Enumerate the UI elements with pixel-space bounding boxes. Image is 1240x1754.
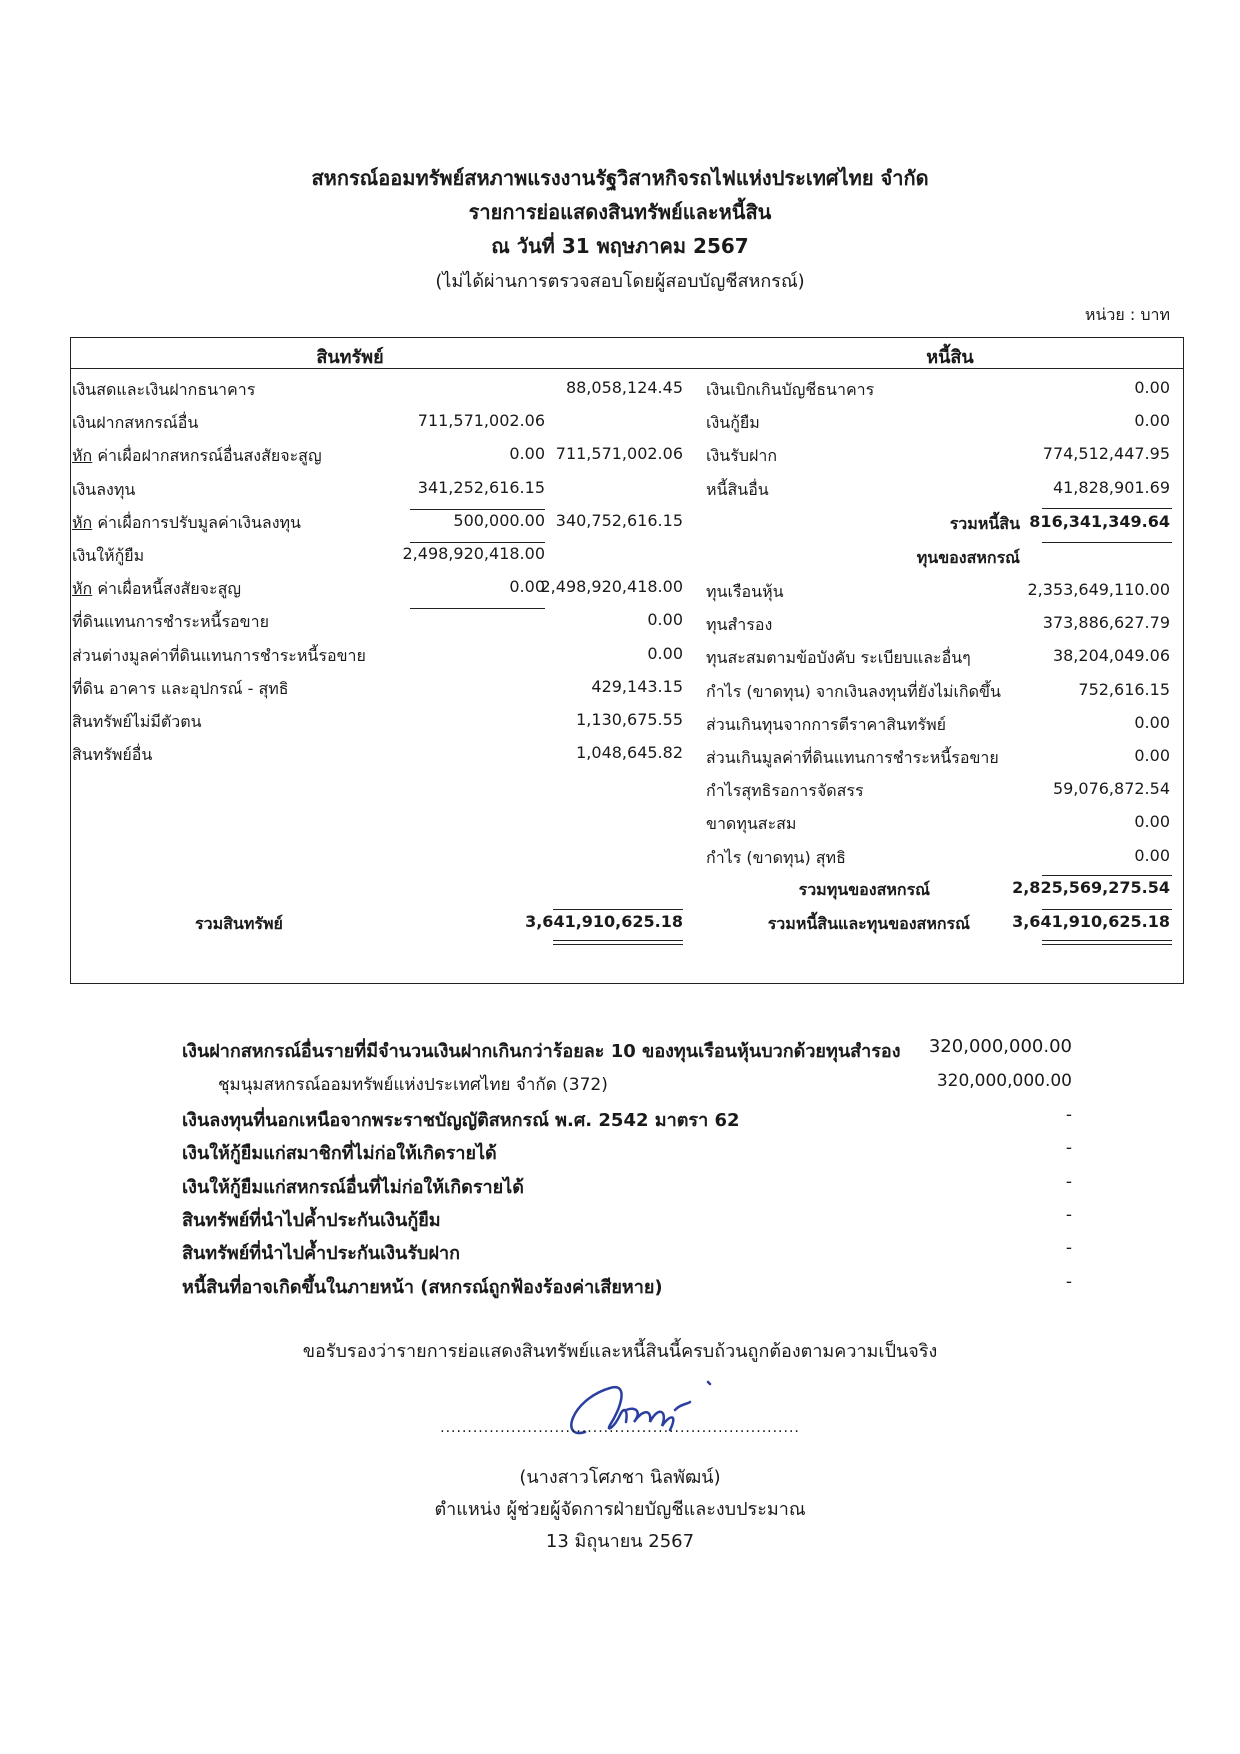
asset-label	[72, 644, 366, 669]
asset-col1-value: 0.00	[509, 444, 545, 463]
equity-value: 2,353,649,110.00	[1027, 580, 1170, 599]
asset-col1-value: 2,498,920,418.00	[402, 544, 545, 563]
asset-col2-value: 340,752,616.15	[555, 511, 683, 530]
note-item-value: -	[1065, 1205, 1072, 1225]
asset-col2-value: 0.00	[647, 610, 683, 629]
asset-col1-value: 711,571,002.06	[417, 411, 545, 430]
deduct-prefix: หัก	[72, 446, 93, 465]
asset-col2-value: 429,143.15	[591, 677, 683, 696]
unit-label: หน่วย : บาท	[1084, 305, 1170, 324]
asset-label	[72, 378, 255, 403]
note-item-label: หนี้สินที่อาจเกิดขึ้นในภายหน้า (สหกรณ์ถูกฟ้องร้องค่าเสียหาย)	[182, 1277, 663, 1298]
equity-value: 0.00	[1134, 846, 1170, 865]
asset-label	[72, 677, 289, 702]
assets-total-label: รวมสินทรัพย์	[195, 914, 283, 933]
grand-total-value: 3,641,910,625.18	[1012, 912, 1170, 931]
note-item-label: สินทรัพย์ที่นำไปค้ำประกันเงินรับฝาก	[182, 1243, 460, 1264]
underline	[1042, 542, 1172, 543]
deposit-note-value: 320,000,000.00	[928, 1036, 1072, 1057]
liability-value: 0.00	[1134, 411, 1170, 430]
asset-label-text: ค่าเผื่อหนี้สงสัยจะสูญ	[92, 579, 242, 598]
liability-value: 41,828,901.69	[1052, 478, 1170, 497]
deduct-prefix: หัก	[72, 513, 93, 532]
liability-label: เงินเบิกเกินบัญชีธนาคาร	[706, 380, 875, 399]
double-underline	[553, 944, 683, 945]
heading-divider	[70, 368, 1184, 369]
asset-col2-value: 1,048,645.82	[576, 743, 683, 762]
assets-total-value: 3,641,910,625.18	[525, 912, 683, 931]
equity-value: 752,616.15	[1078, 680, 1170, 699]
asset-label	[72, 511, 301, 536]
note-item-value: -	[1065, 1105, 1072, 1125]
asset-label-text: เงินให้กู้ยืม	[72, 546, 145, 565]
equity-total-label: รวมทุนของสหกรณ์	[798, 880, 930, 899]
note-item-label: เงินลงทุนที่นอกเหนือจากพระราชบัญญัติสหกรณ์ พ.ศ. 2542 มาตรา 62	[182, 1110, 740, 1131]
note-item-label: เงินให้กู้ยืมแก่สมาชิกที่ไม่ก่อให้เกิดรายได้	[182, 1143, 497, 1164]
equity-value: 0.00	[1134, 746, 1170, 765]
org-name: สหกรณ์ออมทรัพย์สหภาพแรงงานรัฐวิสาหกิจรถไฟแห่งประเทศไทย จำกัด	[311, 166, 929, 190]
deposit-note-label: เงินฝากสหกรณ์อื่นรายที่มีจำนวนเงินฝากเกินกว่าร้อยละ 10 ของทุนเรือนหุ้นบวกด้วยทุนสำรอง	[182, 1041, 901, 1062]
note-item-value: -	[1065, 1272, 1072, 1292]
equity-heading: ทุนของสหกรณ์	[916, 548, 1020, 567]
asset-label	[72, 610, 269, 635]
assets-heading: สินทรัพย์	[316, 347, 384, 368]
underline	[1042, 508, 1172, 509]
asset-label	[72, 710, 202, 735]
liability-label: เงินกู้ยืม	[706, 413, 760, 432]
signature	[550, 1370, 720, 1450]
equity-label: กำไร (ขาดทุน) จากเงินลงทุนที่ยังไม่เกิดขึ้น	[706, 682, 1001, 701]
asset-label-text: ค่าเผื่อฝากสหกรณ์อื่นสงสัยจะสูญ	[92, 446, 322, 465]
asset-col2-value: 88,058,124.45	[565, 378, 683, 397]
asset-label	[72, 577, 241, 602]
asset-label-text: ค่าเผื่อการปรับมูลค่าเงินลงทุน	[92, 513, 301, 532]
double-underline	[553, 940, 683, 941]
asset-col1-value: 500,000.00	[453, 511, 545, 530]
underline	[410, 542, 545, 543]
asset-col2-value: 711,571,002.06	[555, 444, 683, 463]
asset-col1-value: 0.00	[509, 577, 545, 596]
underline	[410, 608, 545, 609]
asset-col1-value: 341,252,616.15	[417, 478, 545, 497]
asset-col2-value: 0.00	[647, 644, 683, 663]
signature-line: ..................................................................	[440, 1420, 800, 1436]
underline	[410, 509, 545, 510]
double-underline	[1042, 940, 1172, 941]
liabilities-total-value: 816,341,349.64	[1029, 512, 1170, 531]
underline	[1042, 909, 1172, 910]
asset-label	[72, 444, 322, 469]
deduct-prefix: หัก	[72, 579, 93, 598]
liabilities-total-label: รวมหนี้สิน	[949, 514, 1020, 533]
equity-label: กำไรสุทธิรอการจัดสรร	[706, 781, 864, 800]
sign-date: 13 มิถุนายน 2567	[545, 1531, 695, 1552]
equity-label: ส่วนเกินทุนจากการตีราคาสินทรัพย์	[706, 715, 946, 734]
equity-label: ส่วนเกินมูลค่าที่ดินแทนการชำระหนี้รอขาย	[706, 748, 999, 767]
asset-label-text: ที่ดินแทนการชำระหนี้รอขาย	[72, 612, 269, 631]
equity-value: 373,886,627.79	[1042, 613, 1170, 632]
equity-value: 38,204,049.06	[1052, 646, 1170, 665]
note-item-value: -	[1065, 1238, 1072, 1258]
asset-label-text: สินทรัพย์ไม่มีตัวตน	[72, 712, 202, 731]
asset-label	[72, 478, 135, 503]
asset-label-text: ส่วนต่างมูลค่าที่ดินแทนการชำระหนี้รอขาย	[72, 646, 366, 665]
equity-value: 59,076,872.54	[1052, 779, 1170, 798]
asset-label-text: เงินลงทุน	[72, 480, 136, 499]
asset-col2-value: 2,498,920,418.00	[540, 577, 683, 596]
liability-label: หนี้สินอื่น	[706, 480, 769, 499]
signer-name: (นางสาวโศภชา นิลพัฒน์)	[519, 1467, 721, 1488]
report-date: ณ วันที่ 31 พฤษภาคม 2567	[491, 234, 749, 258]
note-item-label: สินทรัพย์ที่นำไปค้ำประกันเงินกู้ยืม	[182, 1210, 441, 1231]
equity-label: ทุนสะสมตามข้อบังคับ ระเบียบและอื่นๆ	[706, 648, 971, 667]
note-item-value: -	[1065, 1172, 1072, 1192]
asset-label	[72, 411, 198, 436]
asset-label	[72, 743, 152, 768]
deposit-sub-label: ชุมนุมสหกรณ์ออมทรัพย์แห่งประเทศไทย จำกัด (372)	[218, 1075, 608, 1095]
deposit-sub-value: 320,000,000.00	[936, 1071, 1072, 1091]
equity-label: ทุนเรือนหุ้น	[706, 582, 784, 601]
equity-total-value: 2,825,569,275.54	[1012, 878, 1170, 897]
asset-col2-value: 1,130,675.55	[576, 710, 683, 729]
liabilities-heading: หนี้สิน	[926, 347, 974, 368]
asset-label-text: เงินสดและเงินฝากธนาคาร	[72, 380, 256, 399]
equity-label: กำไร (ขาดทุน) สุทธิ	[706, 848, 846, 867]
underline	[1042, 875, 1172, 876]
signer-position: ตำแหน่ง ผู้ช่วยผู้จัดการฝ่ายบัญชีและงบประมาณ	[434, 1499, 806, 1520]
report-title: รายการย่อแสดงสินทรัพย์และหนี้สิน	[468, 200, 772, 224]
audit-note: (ไม่ได้ผ่านการตรวจสอบโดยผู้สอบบัญชีสหกรณ์)	[435, 271, 805, 292]
asset-label-text: สินทรัพย์อื่น	[72, 745, 153, 764]
liability-value: 774,512,447.95	[1042, 444, 1170, 463]
grand-total-label: รวมหนี้สินและทุนของสหกรณ์	[767, 914, 970, 933]
equity-label: ขาดทุนสะสม	[706, 814, 797, 833]
double-underline	[1042, 944, 1172, 945]
equity-value: 0.00	[1134, 812, 1170, 831]
asset-label-text: เงินฝากสหกรณ์อื่น	[72, 413, 199, 432]
asset-label	[72, 544, 144, 569]
liability-label: เงินรับฝาก	[706, 446, 778, 465]
liability-value: 0.00	[1134, 378, 1170, 397]
underline	[553, 909, 683, 910]
equity-value: 0.00	[1134, 713, 1170, 732]
note-item-label: เงินให้กู้ยืมแก่สหกรณ์อื่นที่ไม่ก่อให้เกิดรายได้	[182, 1177, 524, 1198]
certify-text: ขอรับรองว่ารายการย่อแสดงสินทรัพย์และหนี้สินนี้ครบถ้วนถูกต้องตามความเป็นจริง	[302, 1341, 938, 1362]
asset-label-text: ที่ดิน อาคาร และอุปกรณ์ - สุทธิ	[72, 679, 289, 698]
note-item-value: -	[1065, 1138, 1072, 1158]
equity-label: ทุนสำรอง	[706, 615, 773, 634]
